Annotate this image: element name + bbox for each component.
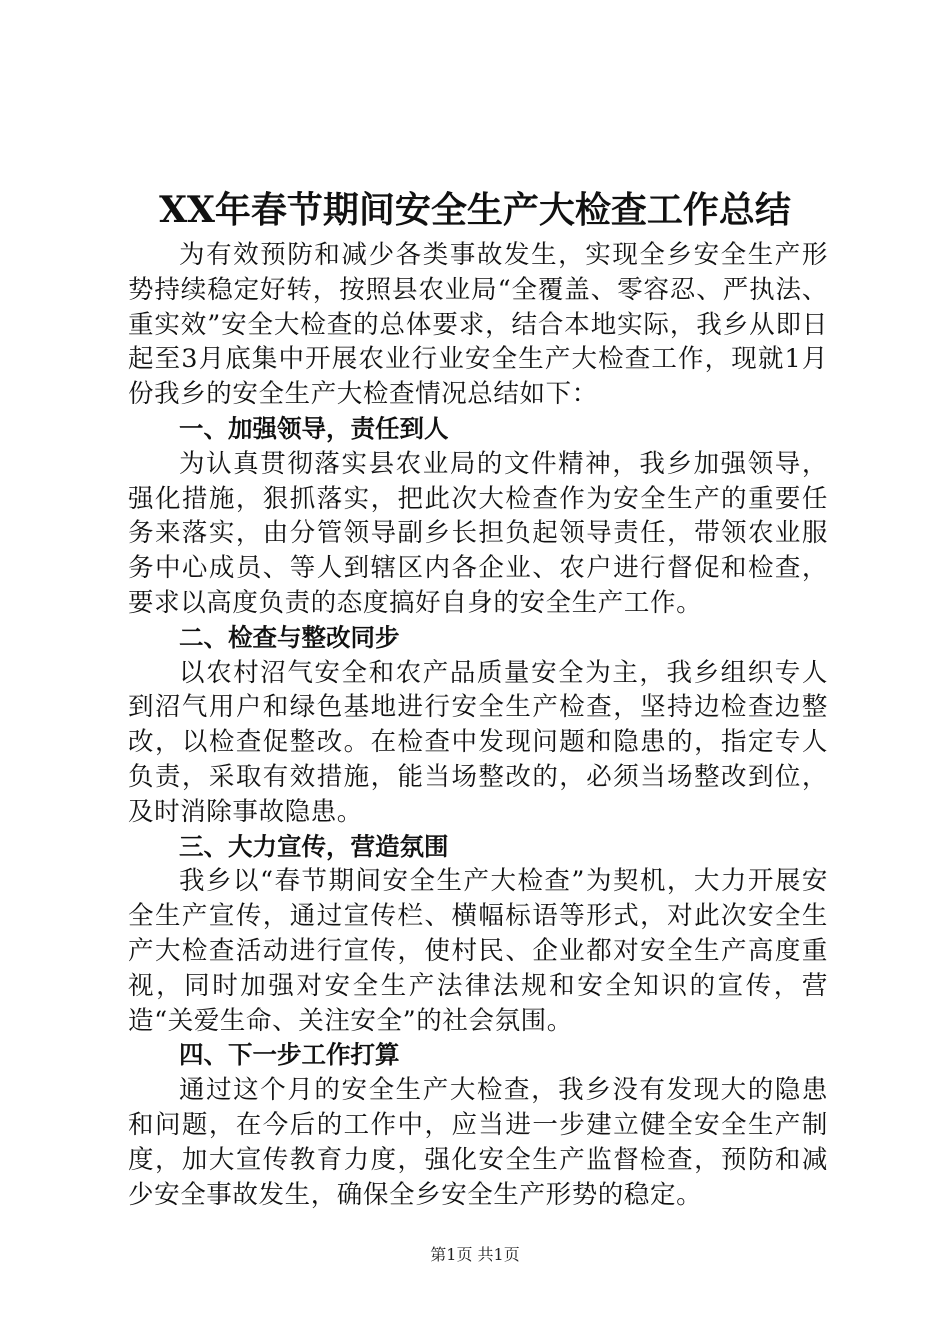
section-heading-3: 三、大力宣传，营造氛围 [179,831,449,861]
page-footer: 第1页 共1页 [430,1245,520,1264]
section-paragraph-1: 为认真贯彻落实县农业局的文件精神，我乡加强领导，强化措施，狠抓落实，把此次大检查作为安全生产的重要任务来落实，由分管领导副乡长担负起领导责任，带领农业服务中心成员、等人到辖区内各企业、农户进行督促和检查，要求以高度负责的态度搞好自身的安全生产工作。 [128,448,828,618]
section-paragraph-4: 通过这个月的安全生产大检查，我乡没有发现大的隐患和问题，在今后的工作中，应当进一步建立健全安全生产制度，加大宣传教育力度，强化安全生产监督检查，预防和减少安全事故发生，确保全乡安全生产形势的稳定。 [128,1075,828,1210]
section-heading-4: 四、下一步工作打算 [179,1040,400,1070]
section-paragraph-3: 我乡以“春节期间安全生产大检查”为契机，大力开展安全生产宣传，通过宣传栏、横幅标语等形式，对此次安全生产大检查活动进行宣传，使村民、企业都对安全生产高度重视，同时加强对安全生产法律法规和安全知识的宣传，营造“关爱生命、关注安全”的社会氛围。 [128,866,828,1036]
intro-paragraph: 为有效预防和减少各类事故发生，实现全乡安全生产形势持续稳定好转，按照县农业局“全覆盖、零容忍、严执法、重实效”安全大检查的总体要求，结合本地实际，我乡从即日起至3月底集中开展农业行业安全生产大检查工作，现就1月份我乡的安全生产大检查情况总结如下： [128,240,828,410]
section-heading-2: 二、检查与整改同步 [179,622,400,652]
section-heading-1: 一、加强领导，责任到人 [179,413,449,443]
document-title: XX年春节期间安全生产大检查工作总结 [159,189,791,231]
document-body [128,238,828,1212]
section-paragraph-2: 以农村沼气安全和农产品质量安全为主，我乡组织专人到沼气用户和绿色基地进行安全生产检查，坚持边检查边整改，以检查促整改。在检查中发现问题和隐患的，指定专人负责，采取有效措施，能当场整改的，必须当场整改到位，及时消除事故隐患。 [128,657,828,827]
